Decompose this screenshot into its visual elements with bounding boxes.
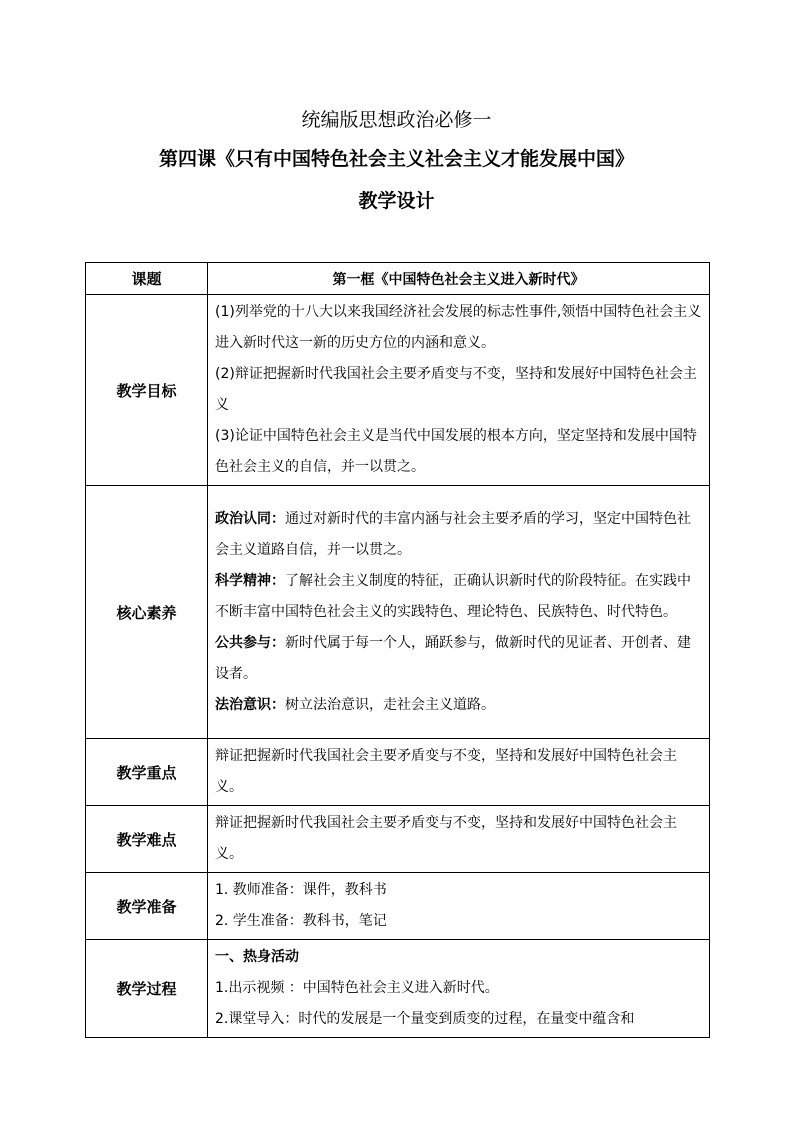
table-row-difficulties [86,806,710,873]
core-label: 核心素养 [86,486,208,739]
table-row-core-literacy [86,486,710,739]
core-item [215,690,703,721]
process-content [208,940,710,1038]
document-title-series: 统编版思想政治必修一 [301,109,492,131]
core-item [215,628,703,690]
document-title-lesson: 第四课《只有中国特色社会主义社会主义才能发展中国》 [158,148,634,170]
topic-label: 课题 [86,263,208,295]
core-item [215,566,703,628]
table-row-preparation [86,873,710,940]
goals-label: 教学目标 [86,295,208,486]
core-item-term: 科学精神： [215,572,285,589]
prep-content [208,873,710,940]
core-item-text: 新时代属于每一个人，踊跃参与，做新时代的见证者、开创者、建设者。 [215,634,691,682]
core-item-term: 法治意识： [215,696,285,713]
prep-label: 教学准备 [86,873,208,940]
goal-item: (1)列举党的十八大以来我国经济社会发展的标志性事件,领悟中国特色社会主义进入新时代这一新的历史方位的内涵和意义。 [215,304,702,351]
core-item-term: 政治认同： [215,510,285,527]
process-item: 1.出示视频 ：中国特色社会主义进入新时代。 [215,980,499,996]
prep-item: 2. 学生准备：教科书，笔记 [215,913,387,929]
core-item [215,504,703,566]
document-title-type: 教学设计 [358,190,435,212]
difficulty-label: 教学难点 [86,806,208,873]
table-row-goals [86,295,710,486]
key-content: 辩证把握新时代我国社会主要矛盾变与不变，坚持和发展好中国特色社会主义。 [208,739,710,806]
topic-value: 第一框《中国特色社会主义进入新时代》 [208,263,710,295]
core-item-text: 通过对新时代的丰富内涵与社会主要矛盾的学习，坚定中国特色社会主义道路自信，并一以贯之。 [215,510,691,558]
difficulty-content: 辩证把握新时代我国社会主要矛盾变与不变，坚持和发展好中国特色社会主义。 [208,806,710,873]
core-content [208,486,710,739]
table-row-key-points [86,739,710,806]
table-row-topic [86,263,710,295]
lesson-plan-table [85,262,710,1038]
prep-item: 1. 教师准备：课件，教科书 [215,882,387,898]
core-item-term: 公共参与： [215,634,285,651]
process-item: 2.课堂导入：时代的发展是一个量变到质变的过程，在量变中蕴含和 [215,1011,635,1027]
core-item-text: 了解社会主义制度的特征，正确认识新时代的阶段特征。在实践中不断丰富中国特色社会主义的实践特色、理论特色、民族特色、时代特色。 [215,572,691,620]
goal-item: (3)论证中国特色社会主义是当代中国发展的根本方向，坚定坚持和发展中国特色社会主义的自信，并一以贯之。 [215,428,697,475]
goals-content [208,295,710,486]
table-row-process [86,940,710,1038]
goal-item: (2)辩证把握新时代我国社会主要矛盾变与不变，坚持和发展好中国特色社会主义 [215,366,697,413]
core-item-text: 树立法治意识，走社会主义道路。 [285,696,495,713]
process-label: 教学过程 [86,940,208,1038]
process-heading: 一、热身活动 [215,949,299,965]
key-label: 教学重点 [86,739,208,806]
